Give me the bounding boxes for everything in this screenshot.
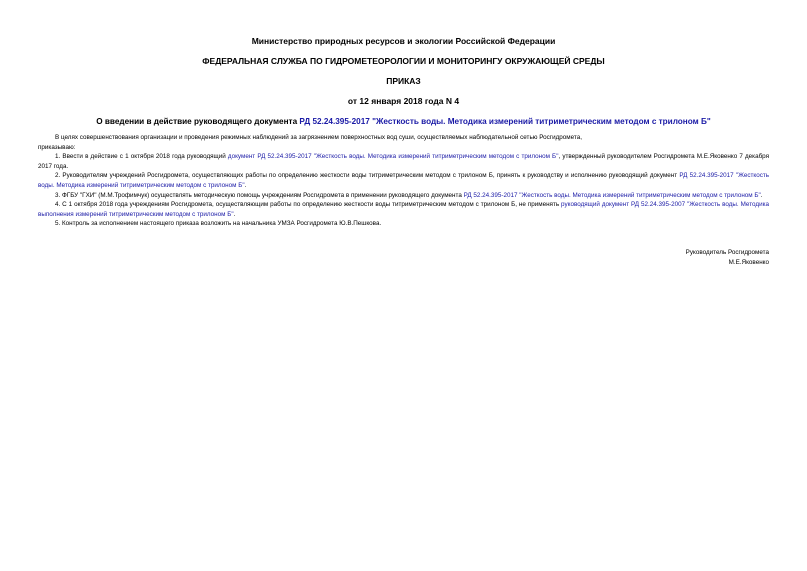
subject-heading (38, 116, 769, 127)
intro-paragraph: В целях совершенствования организации и проведения режимных наблюдений за загрязнением поверхностных вод суши, осуществляемых наблюдательной сетью Росгидромета, (55, 134, 582, 141)
paragraph-1-link[interactable]: документ РД 52.24.395-2017 "Жесткость воды. Методика измерений титриметрическим методом с трилоном Б" (227, 153, 559, 161)
service-heading: ФЕДЕРАЛЬНАЯ СЛУЖБА ПО ГИДРОМЕТЕОРОЛОГИИ И МОНИТОРИНГУ ОКРУЖАЮЩЕЙ СРЕДЫ (202, 56, 605, 66)
paragraph-1-text: 1. Ввести в действие с 1 октября 2018 года руководящий (55, 153, 228, 161)
signature-block (469, 248, 769, 267)
paragraph-3-link[interactable]: РД 52.24.395-2017 "Жесткость воды. Методика измерений титриметрическим методом с трилоном Б" (463, 191, 761, 199)
paragraph-1 (38, 152, 769, 171)
paragraph-4 (38, 200, 769, 219)
ministry-heading: Министерство природных ресурсов и экологии Российской Федерации (251, 36, 556, 46)
signature-position: Руководитель Росгидромета (685, 249, 769, 256)
paragraph-4-link[interactable]: руководящий документ РД 52.24.395-2007 "Жесткость воды. Методика выполнения измерений титриметрическим методом с трилоном Б" (38, 201, 769, 218)
paragraph-2 (38, 171, 769, 190)
subject-document-link[interactable]: РД 52.24.395-2017 "Жесткость воды. Методика измерений титриметрическим методом с трилоном Б" (299, 117, 711, 126)
order-body (38, 133, 769, 229)
paragraph-2-link[interactable]: РД 52.24.395-2017 "Жесткость воды. Методика измерений титриметрическим методом с трилоном Б" (38, 172, 770, 189)
order-word: приказываю: (38, 143, 76, 151)
date-number-heading: от 12 января 2018 года N 4 (347, 96, 460, 106)
paragraph-1-suffix: , утвержденный руководителем Росгидромета М.Е.Яковенко 7 декабря 2017 года. (38, 153, 770, 170)
paragraph-2-suffix: . (244, 181, 247, 189)
paragraph-2-text: 2. Руководителям учреждений Росгидромета, осуществляющих работы по определению жесткости воды титриметрическим методом с трилоном Б, принять к руководству и исполнению руководящий документ (55, 172, 680, 180)
paragraph-4-suffix: . (233, 210, 236, 218)
paragraph-3-text: 3. ФГБУ "ГХИ" (М.М.Трофимчук) осуществлять методическую помощь учреждениям Росгидромета в применении руководящего документа (55, 191, 464, 199)
paragraph-5: 5. Контроль за исполнением настоящего приказа возложить на начальника УМЗА Росгидромета Ю.В.Пешкова. (55, 220, 382, 228)
paragraph-4-text: 4. С 1 октября 2018 года учреждениям Росгидромета, осуществляющим работы по определению жесткости воды титриметрическим методом с трилоном Б, не применять (55, 201, 562, 209)
signature-name: М.Е.Яковенко (728, 258, 769, 266)
document-type-heading: ПРИКАЗ (386, 76, 421, 86)
subject-prefix: О введении в действие руководящего документа (96, 117, 300, 126)
paragraph-3 (38, 191, 769, 201)
paragraph-3-suffix: . (760, 191, 763, 199)
